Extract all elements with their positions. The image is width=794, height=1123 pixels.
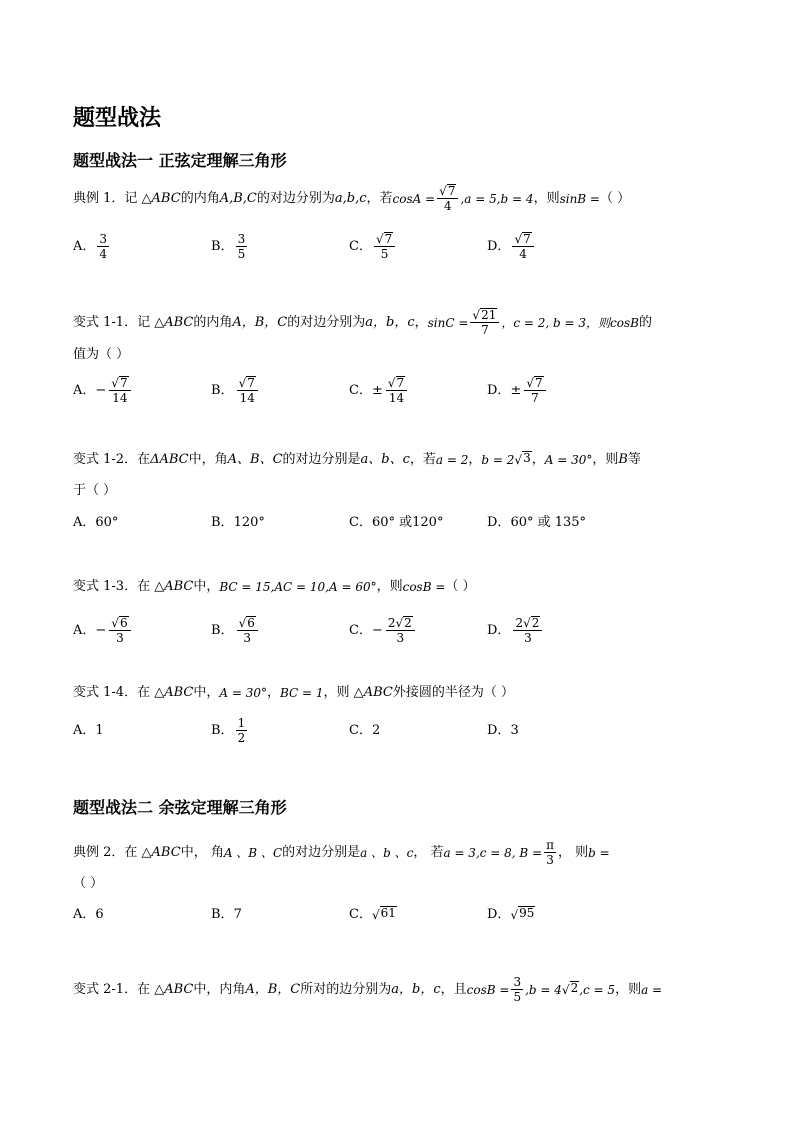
option-den: 14 [239,391,255,405]
question-3-stem-line2: 于（ ） [73,483,117,498]
q3-then: ，则 [592,452,619,467]
option-num: 1 [237,716,246,730]
q5-then: ，则 △ [323,685,364,700]
q1-paren: （ ） [600,190,631,206]
q3-option-c[interactable] [349,514,443,532]
q7-b-rad: 2 [570,980,579,995]
option-rad: 2 [531,616,540,630]
q6-mid2: 的对边分别是 [282,844,361,860]
option-den: 5 [237,247,246,261]
question-6-stem-line2: （ ） [73,876,104,891]
q1-cosA: cosA = [392,191,436,206]
q5-option-a[interactable] [73,722,104,740]
q5-BC: BC = 1 [280,686,324,700]
q6-sides: a 、b 、c [360,845,414,860]
q1-mid: 的内角 [180,190,220,206]
q6-B-fraction [544,838,556,867]
q1-option-d[interactable]: D． √ 7 4 [487,232,536,261]
option-rad: 7 [247,376,255,390]
q6-option-b[interactable] [211,906,242,924]
option-den: 4 [519,247,527,261]
q3-mid2: 的对边分别是 [282,452,361,467]
q3-option-b[interactable] [211,514,265,532]
q1-cos-den: 4 [443,199,452,213]
q2-mid: 的内角 [193,314,233,330]
option-label: B． [211,722,234,738]
q3-option-d[interactable] [487,514,586,532]
option-rad: 7 [384,232,393,246]
question-3-stem: 变式 1-2．在 ΔABC 中，角 A、B、C 的对边分别是 a、b、c ，若 a = 2 ， b = 2 √ 3 ， A = 30° ，则 B 等 [73,451,641,467]
q6-option-a[interactable] [73,906,104,924]
option-label: D． [487,907,511,922]
option-sign: − [95,622,107,638]
q7-sides: a，b，c [391,981,441,997]
q2-pre: 变式 1-1．记 △ [73,314,165,330]
q3-a: a = 2 [435,453,469,467]
option-label: C． [349,622,372,638]
q3-pre: 变式 1-2．在 [73,452,151,467]
option-label: B． [211,622,234,638]
option-rad: 6 [247,616,255,630]
option-label: C． [349,382,372,398]
option-den: 4 [99,247,108,261]
option-sign: ± [371,382,383,398]
question-5-stem [73,684,514,702]
option-text: 2 [371,723,381,738]
option-sign: ± [510,382,522,398]
section-heading-2: 题型战法二 余弦定理解三角形 [73,798,287,817]
q7-given-c: ,c = 5 [579,982,616,997]
option-sign: − [371,622,383,638]
q1-then: ，则 [533,190,560,206]
question-1-stem [73,184,630,213]
option-text: 60° 或 135° [510,515,587,530]
q6-mid: 中， 角 [180,844,224,860]
q7-angles: A，B，C [245,981,301,997]
q3-tail: 等 [627,452,641,467]
option-text: 120° [233,515,265,530]
q1-given: ,a = 5,b = 4 [460,191,534,206]
q4-option-a[interactable]: A． − √ 6 3 [73,616,133,645]
option-text: 7 [233,907,242,922]
option-label: A． [73,723,96,738]
option-rad: 7 [535,376,543,390]
q2-cosB: cosB [610,315,639,330]
option-label: C． [349,238,372,254]
option-den: 5 [380,247,389,261]
q1-angles: A,B,C [219,190,257,206]
option-label: D． [487,238,511,254]
q3-B: B [618,452,628,467]
q7-mid2: 所对的边分别为 [300,981,392,997]
q2-triangle: ABC [164,314,194,330]
q4-pre: 变式 1-3．在 △ [73,579,165,594]
q3-if: ，若 [409,452,436,467]
q4-then: ，则 [376,579,403,594]
q2-mid2: 的对边分别为 [287,314,366,330]
q4-mid: 中， [193,579,220,594]
question-2-stem [73,308,652,337]
q1-pre: 典例 1．记 △ [73,190,152,206]
q5-tail: 外接圆的半径为（ ） [392,685,514,700]
q7-cos-num: 3 [513,975,522,989]
q3-b-rad: 3 [523,451,531,465]
q2-sin-den: 7 [481,323,489,337]
q4-option-d[interactable]: D． 2 √ 2 3 [487,616,544,645]
q6-option-d[interactable]: D． √ 95 [487,906,535,922]
q2-option-d[interactable]: D． ± √ 7 7 [487,376,548,405]
q4-option-b[interactable]: B． √ 6 3 [211,616,260,645]
option-coef: 2 [387,616,396,630]
option-text: 3 [510,723,519,738]
question-4-stem [73,578,476,596]
option-rad: 61 [380,906,396,920]
q2-option-a[interactable]: A． − √ 7 14 [73,376,133,405]
q6-angles: A 、B 、C [223,845,283,860]
q2-tail: 的 [638,314,652,330]
q5-A: A = 30° [219,686,267,700]
q1-option-c[interactable]: C． √ 7 5 [349,232,397,261]
q5-triangle: ABC [164,685,194,700]
option-den: 14 [112,391,128,405]
q2-given: ，c = 2, b = 3，则 [501,315,611,330]
q1-triangle: ABC [151,190,181,206]
q3-triangle: ΔABC [150,452,189,467]
q1-sides: a,b,c [334,190,367,206]
option-rad: 6 [119,616,128,630]
q7-then: ，则 [615,981,642,997]
option-rad: 95 [519,906,535,920]
q4-triangle: ABC [164,579,194,594]
option-den: 3 [116,631,124,645]
option-text: 1 [95,723,104,738]
q1-if: ，若 [366,190,393,206]
q3-option-a[interactable] [73,514,118,532]
option-coef: 2 [515,616,524,630]
q7-cos-den: 5 [513,990,522,1004]
option-label: D． [487,515,511,530]
option-label: C． [349,907,372,922]
q6-if: ， 若 [413,844,444,860]
q5-option-b[interactable] [211,716,249,745]
q6-ask: b = [588,845,610,860]
option-den: 3 [243,631,252,645]
option-label: B． [211,382,234,398]
q2-sides: a，b，c [365,314,415,330]
option-label: A． [73,907,96,922]
q3-angles: A、B、C [227,452,283,467]
q4-given: BC = 15,AC = 10,A = 60° [219,580,377,594]
option-label: C． [349,723,372,738]
q2-angles: A，B，C [232,314,288,330]
option-den: 3 [524,631,532,645]
q5-pre: 变式 1-4．在 △ [73,685,165,700]
section-heading-1: 题型战法一 正弦定理解三角形 [73,151,287,170]
option-label: A． [73,382,96,398]
option-num: 3 [237,232,246,246]
option-text: 6 [95,907,104,922]
option-text: 60° [95,515,119,530]
q5-option-d[interactable] [487,722,519,740]
q1-mid2: 的对边分别为 [256,190,335,206]
q6-then: ， 则 [558,844,589,860]
q7-cosB: cosB = [466,982,510,997]
option-sign: − [95,382,107,398]
q5-comma: ， [266,685,280,700]
q1-cos-rad: 7 [447,184,456,198]
q1-option-a[interactable] [73,232,111,261]
option-rad: 2 [404,616,412,630]
q7-pre: 变式 2-1．在 △ [73,981,165,997]
q3-mid: 中，角 [188,452,228,467]
q3-comma: ， [468,452,482,467]
q5-option-c[interactable] [349,722,380,740]
option-rad: 7 [523,232,531,246]
q7-ask: a = [641,982,663,997]
q7-mid: 中，内角 [193,981,246,997]
option-label: D． [487,723,511,738]
option-label: B． [211,515,234,530]
option-label: D． [487,622,511,638]
q7-and: ，且 [440,981,467,997]
option-label: A． [73,622,96,638]
q2-option-c[interactable]: C． ± √ 7 14 [349,376,409,405]
q2-option-b[interactable]: B． √ 7 14 [211,376,260,405]
option-num: 3 [99,232,108,246]
q1-cosA-fraction: √ 7 4 [437,184,458,213]
option-den: 2 [237,731,246,745]
option-rad: 7 [119,376,128,390]
option-text: 60° 或120° [371,515,444,530]
option-label: C． [349,515,372,530]
q3-sides: a、b、c [360,452,410,467]
option-label: A． [73,515,96,530]
option-den: 7 [531,391,539,405]
q6-option-c[interactable]: C． √ 61 [349,906,396,922]
q6-pre: 典例 2．在 △ [73,844,152,860]
q5-triangle2: ABC [363,685,393,700]
option-den: 14 [388,391,405,405]
q7-given-b: ,b = 4 [525,982,562,997]
option-label: A． [73,238,96,254]
q3-A: A = 30° [544,453,593,467]
q4-option-c[interactable]: C． − 2 √ 2 3 [349,616,417,645]
page-title: 题型战法 [73,106,162,131]
q2-sinC: sinC = [427,315,469,330]
q3-b: b = 2 [481,453,515,467]
option-label: D． [487,382,511,398]
q6-triangle: ABC [151,844,181,860]
q6-B-num: π [546,838,555,852]
option-den: 3 [396,631,405,645]
q5-mid: 中， [193,685,220,700]
q1-ask: sinB = [559,191,600,206]
q7-cosB-fraction [511,975,523,1004]
question-2-stem-line2: 值为（ ） [73,347,130,362]
option-label: B． [211,907,234,922]
q1-option-b[interactable] [211,232,249,261]
q4-ask: cosB = [402,580,446,594]
question-7-stem: 变式 2-1．在 △ ABC 中，内角 A，B，C 所对的边分别为 a，b，c ，且 cosB = $\frac{3}{5}$ ,b = 4 √ 2 ,c = 5 ，则 a = [73,975,663,1004]
q2-sep: ， [414,314,428,330]
q7-triangle: ABC [164,981,194,997]
option-label: B． [211,238,234,254]
question-6-stem [73,838,610,867]
q4-paren: （ ） [445,579,476,594]
q6-given: a = 3,c = 8, B = [443,845,543,860]
q2-sinC-fraction: √ 21 7 [470,308,499,337]
option-rad: 7 [396,376,405,390]
q3-comma2: ， [531,452,545,467]
q6-B-den: 3 [546,853,554,867]
q2-sin-rad: 21 [481,308,497,322]
